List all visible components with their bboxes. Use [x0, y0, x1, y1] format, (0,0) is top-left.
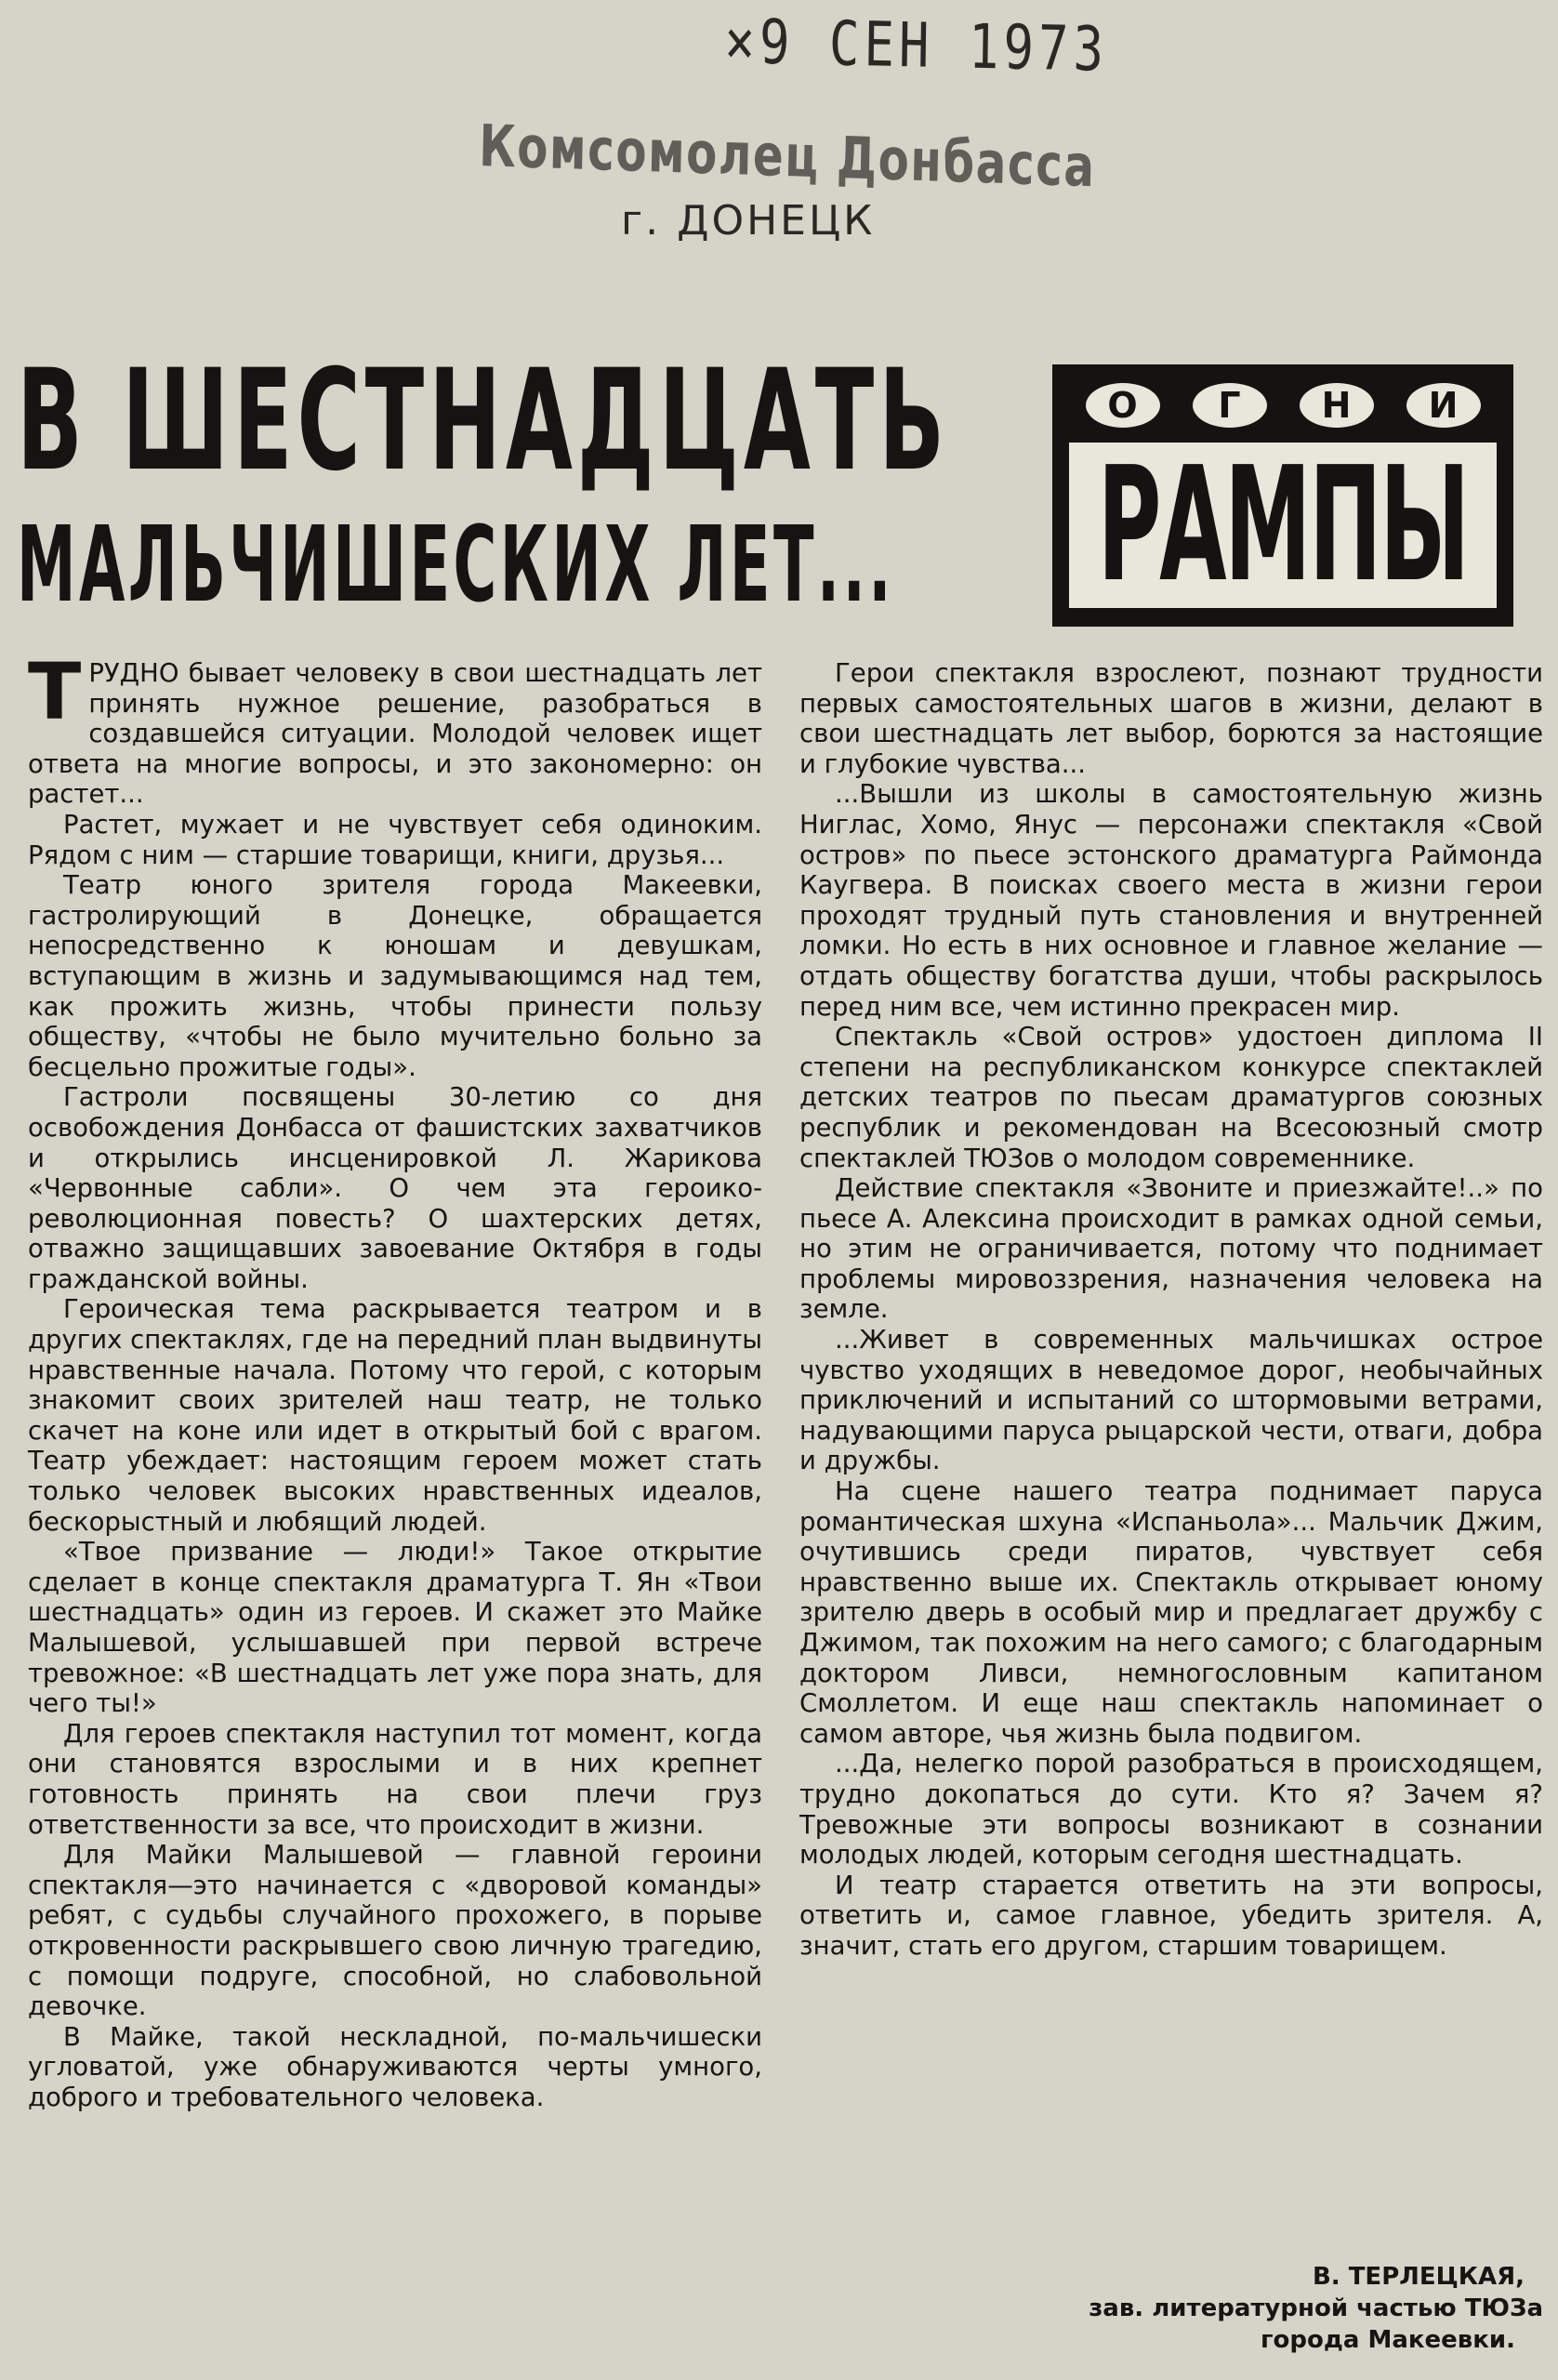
author-name: В. ТЕРЛЕЦКАЯ,	[1312, 2263, 1525, 2291]
article-paragraph: Театр юного зрителя города Макеевки, гастролирующий в Донецке, обращается непосредственно к юношам и девушкам, вступающим в жизнь и задумывающимся над тем, как прожить жизнь, чтобы принести пользу обществу, «чтобы не было мучительно больно за бесцельно прожитые годы».	[28, 870, 762, 1082]
article-paragraph: ...Да, нелегко порой разобраться в происходящем, трудно докопаться до сути. Кто я? Зачем я? Тревожные эти вопросы возникают в сознании молодых людей, которым сегодня шестнадцать.	[799, 1749, 1543, 1871]
logo-top-letters	[1069, 379, 1497, 431]
article-paragraph: ...Вышли из школы в самостоятельную жизнь Ниглас, Хомо, Янус — персонажи спектакля «Свой остров» по пьесе эстонского драматурга Раймонда Каугвера. В поисках своего места в жизни герои проходят трудный путь становления и внутренней ломки. Но есть в них основное и главное желание — отдать обществу богатства души, чтобы раскрылось перед ним все, чем истинно прекрасен мир.	[799, 779, 1543, 1022]
article-paragraph: Героическая тема раскрывается театром и в других спектаклях, где на передний план выдвинуты нравственные начала. Потому что герой, с которым знакомит своих зрителей наш театр, не только скачет на коне или идет в открытый бой с врагом. Театр убеждает: настоящим героем может стать только человек высоких нравственных идеалов, бескорыстный и любящий людей.	[28, 1294, 762, 1537]
author-city: города Макеевки.	[1260, 2326, 1515, 2354]
article-paragraph: Герои спектакля взрослеют, познают трудности первых самостоятельных шагов в жизни, делают в свои шестнадцать лет выбор, борются за настоящие и глубокие чувства...	[799, 658, 1543, 779]
ogni-rampy-logo	[1052, 364, 1513, 627]
article-column-right	[799, 658, 1543, 1962]
logo-letter: О	[1086, 383, 1160, 428]
article-paragraph: «Твое призвание — люди!» Такое открытие сделает в конце спектакля драматурга Т. Ян «Твои шестнадцать» один из героев. И скажет это Майке Малышевой, услышавшей при первой встрече тревожное: «В шестнадцать лет уже пора знать, для чего ты!»	[28, 1537, 762, 1719]
article-paragraph: На сцене нашего театра поднимает паруса романтическая шхуна «Испаньола»... Мальчик Джим, очутившись среди пиратов, чувствует себя нравственно выше их. Спектакль открывает юному зрителю дверь в особый мир и предлагает дружбу с Джимом, так похожим на него самого; с благодарным доктором Ливси, немногословным капитаном Смоллетом. И еще наш спектакль напоминает о самом авторе, чья жизнь была подвигом.	[799, 1476, 1543, 1749]
author-role: зав. литературной частью ТЮЗа	[1089, 2294, 1543, 2322]
article-paragraph: Растет, мужает и не чувствует себя одиноким. Рядом с ним — старшие товарищи, книги, друзья...	[28, 809, 762, 870]
article-paragraph: Для героев спектакля наступил тот момент, когда они становятся взрослыми и в них крепнет готовность принять на свои плечи груз ответственности за все, что происходит в жизни.	[28, 1718, 762, 1840]
paragraph-text: РУДНО бывает человеку в свои шестнадцать лет принять нужное решение, разобраться в создавшейся ситуации. Молодой человек ищет ответа на многие вопросы, и это закономерно: он растет...	[28, 658, 762, 810]
headline-line-1: В ШЕСТНАДЦАТЬ	[17, 340, 950, 502]
article-headline	[17, 342, 1030, 630]
author-signature	[976, 2261, 1543, 2356]
article-paragraph: ...Живет в современных мальчишках острое чувство уходящих в неведомое дорог, необычайных приключений и испытаний со штормовыми ветрами, надувающими паруса рыцарской чести, отваги, добра и дружбы.	[799, 1325, 1543, 1476]
article-paragraph: В Майке, такой нескладной, по-мальчишески угловатой, уже обнаруживаются черты умного, доброго и требовательного человека.	[28, 2021, 762, 2112]
headline-line-2: МАЛЬЧИШЕСКИХ ЛЕТ...	[17, 505, 894, 626]
logo-main-text: РАМПЫ	[1097, 433, 1469, 617]
article-paragraph: Гастроли посвящены 30-летию со дня освобождения Донбасса от фашистских захватчиков и открылись инсценировкой Л. Жарикова «Червонные сабли». О чем эта героико-революционная повесть? О шахтерских детях, отважно защищавших завоевание Октября в годы гражданской войны.	[28, 1082, 762, 1294]
date-stamp: ×9 СЕН 1973	[723, 6, 1109, 86]
article-paragraph: Для Майки Малышевой — главной героини спектакля—это начинается с «дворовой команды» ребят, с судьбы случайного прохожего, в порыве откровенности раскрывшего свою личную трагедию, с помощи подруге, способной, но слабовольной девочке.	[28, 1840, 762, 2022]
logo-letter: И	[1406, 383, 1481, 428]
logo-letter: Г	[1193, 383, 1267, 428]
article-paragraph: Действие спектакля «Звоните и приезжайте!..» по пьесе А. Алексина происходит в рамках одной семьи, но этим не ограничивается, потому что поднимает проблемы мировоззрения, назначения человека на земле.	[799, 1173, 1543, 1325]
logo-letter: Н	[1300, 383, 1374, 428]
article-paragraph: Спектакль «Свой остров» удостоен диплома II степени на республиканском конкурсе спектаклей детских театров по пьесам драматургов союзных республик и рекомендован на Всесоюзный смотр спектаклей ТЮЗов о молодом современнике.	[799, 1022, 1543, 1173]
city-stamp: г. ДОНЕЦК	[621, 197, 876, 245]
article-paragraph	[28, 646, 762, 810]
drop-cap: Т	[28, 646, 82, 737]
logo-main-word	[1069, 433, 1497, 617]
article-paragraph: И театр старается ответить на эти вопросы, ответить и, самое главное, убедить зрителя. А, значит, стать его другом, старшим товарищем.	[799, 1870, 1543, 1961]
article-column-left	[28, 646, 762, 2113]
newspaper-name-stamp: Комсомолец Донбасса	[478, 112, 1097, 201]
